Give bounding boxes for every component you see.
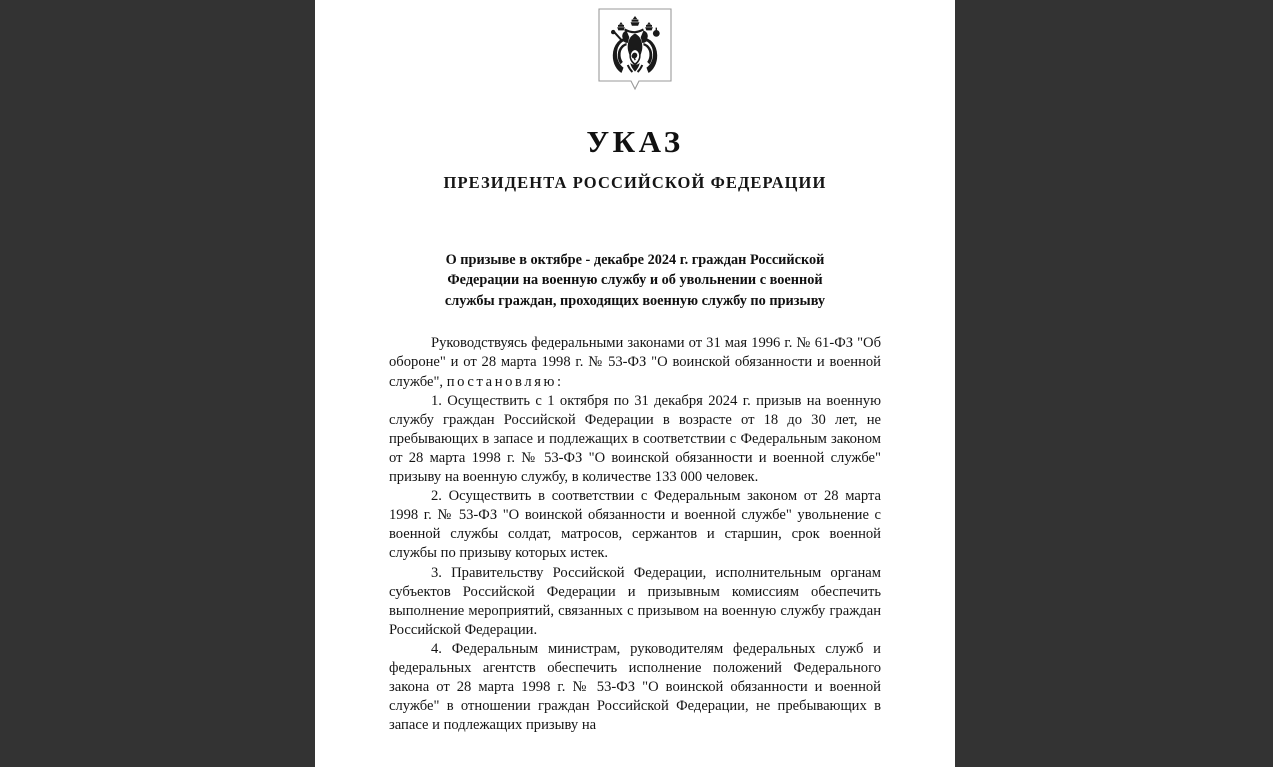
russian-coat-of-arms-icon	[596, 7, 674, 107]
preamble-decree-verb: постановляю	[446, 373, 558, 390]
subject-line-1: О призыве в октябре - декабре 2024 г. граждан Российской	[445, 251, 825, 268]
paragraph-item-2: 2. Осуществить в соответствии с Федеральным законом от 28 марта 1998 г. № 53-ФЗ "О воинской обязанности и военной службе" увольнение с военной службы солдат, матросов, сержантов и старшин, срок военной службы по призыву которых истек.	[389, 488, 881, 562]
preamble-text-before: Руководствуясь федеральными законами от 31 мая 1996 г. № 61-ФЗ "Об обороне" и от 28 марта 1998 г. № 53-ФЗ "О воинской обязанности и военной службе",	[389, 335, 881, 390]
document-page	[315, 0, 955, 767]
paragraph-item-1: 1. Осуществить с 1 октября по 31 декабря 2024 г. призыв на военную службу граждан Российской Федерации в возрасте от 18 до 30 лет, не пребывающих в запасе и подлежащих в соответствии с Федеральным законом от 28 марта 1998 г. № 53-ФЗ "О воинской обязанности и военной службе" призыву на военную службу, в количестве 133 000 человек.	[389, 392, 881, 486]
paragraph-preamble	[389, 334, 881, 391]
subject-line-3: службы граждан, проходящих военную службу по призыву	[444, 292, 826, 309]
preamble-text-after: :	[557, 373, 562, 390]
subject-line-2: Федерации на военную службу и об увольнении с военной	[447, 272, 823, 289]
page-subtitle: ПРЕЗИДЕНТА РОССИЙСКОЙ ФЕДЕРАЦИИ	[443, 173, 827, 193]
document-body	[389, 334, 881, 735]
paragraph-item-3: 3. Правительству Российской Федерации, исполнительным органам субъектов Российской Федерации и призывным комиссиям обеспечить выполнение мероприятий, связанных с призывом на военную службу граждан Российской Федерации.	[389, 564, 881, 638]
paragraph-item-4: 4. Федеральным министрам, руководителям федеральных служб и федеральных агентств обеспечить исполнение положений Федерального закона от 28 марта 1998 г. № 53-ФЗ "О воинской обязанности и военной службе" в отношении граждан Российской Федерации, не пребывающих в запасе и подлежащих призыву на	[389, 640, 881, 734]
document-subject	[399, 250, 871, 312]
emblem-container	[315, 0, 955, 107]
page-title: УКАЗ	[586, 124, 684, 159]
